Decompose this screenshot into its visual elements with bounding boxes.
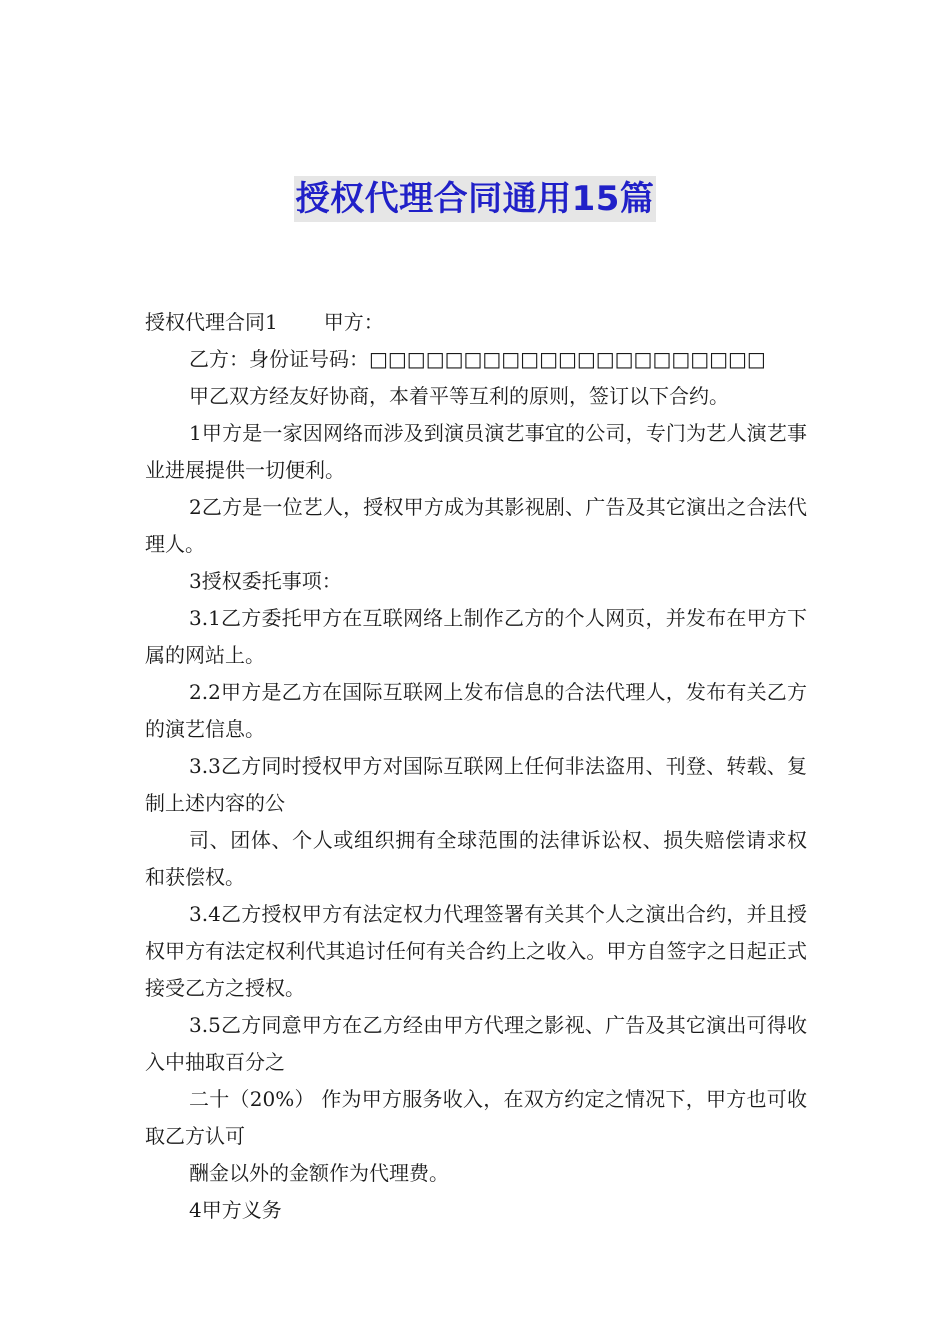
paragraph: 甲乙双方经友好协商，本着平等互利的原则，签订以下合约。 [189, 384, 729, 408]
paragraph: 1甲方是一家因网络而涉及到演员演艺事宜的公司，专门为艺人演艺事业进展提供一切便利。 [145, 421, 807, 482]
paragraph: 酬金以外的金额作为代理费。 [189, 1161, 449, 1185]
paragraph: 3.5乙方同意甲方在乙方经由甲方代理之影视、广告及其它演出可得收入中抽取百分之 [145, 1013, 807, 1074]
paragraph: 3.1乙方委托甲方在互联网络上制作乙方的个人网页，并发布在甲方下属的网站上。 [145, 606, 807, 667]
paragraph: 3授权委托事项： [189, 569, 342, 593]
paragraph: 2.2甲方是乙方在国际互联网上发布信息的合法代理人，发布有关乙方的演艺信息。 [145, 680, 807, 741]
title-wrap [0, 176, 950, 222]
header-gap [278, 304, 324, 341]
paragraph: 2乙方是一位艺人，授权甲方成为其影视剧、广告及其它演出之合法代理人。 [145, 495, 807, 556]
paragraph: 4甲方义务 [189, 1198, 282, 1222]
paragraph: 3.4乙方授权甲方有法定权力代理签署有关其个人之演出合约，并且授权甲方有法定权利代其追讨任何有关合约上之收入。甲方自签字之日起正式接受乙方之授权。 [145, 902, 807, 1000]
party-a-label: 甲方： [323, 310, 384, 334]
contract-heading: 授权代理合同1 [145, 310, 278, 334]
header-line [145, 304, 807, 341]
paragraph: 乙方：身份证号码：□□□□□□□□□□□□□□□□□□□□□ [189, 347, 766, 371]
paragraph: 3.3乙方同时授权甲方对国际互联网上任何非法盗用、刊登、转载、复制上述内容的公 [145, 754, 807, 815]
paragraph: 二十（20%） 作为甲方服务收入，在双方约定之情况下，甲方也可收取乙方认可 [145, 1087, 807, 1148]
document-body [145, 304, 807, 1229]
document-title: 授权代理合同通用15篇 [294, 176, 657, 222]
paragraph: 司、团体、个人或组织拥有全球范围的法律诉讼权、损失赔偿请求权和获偿权。 [145, 828, 807, 889]
